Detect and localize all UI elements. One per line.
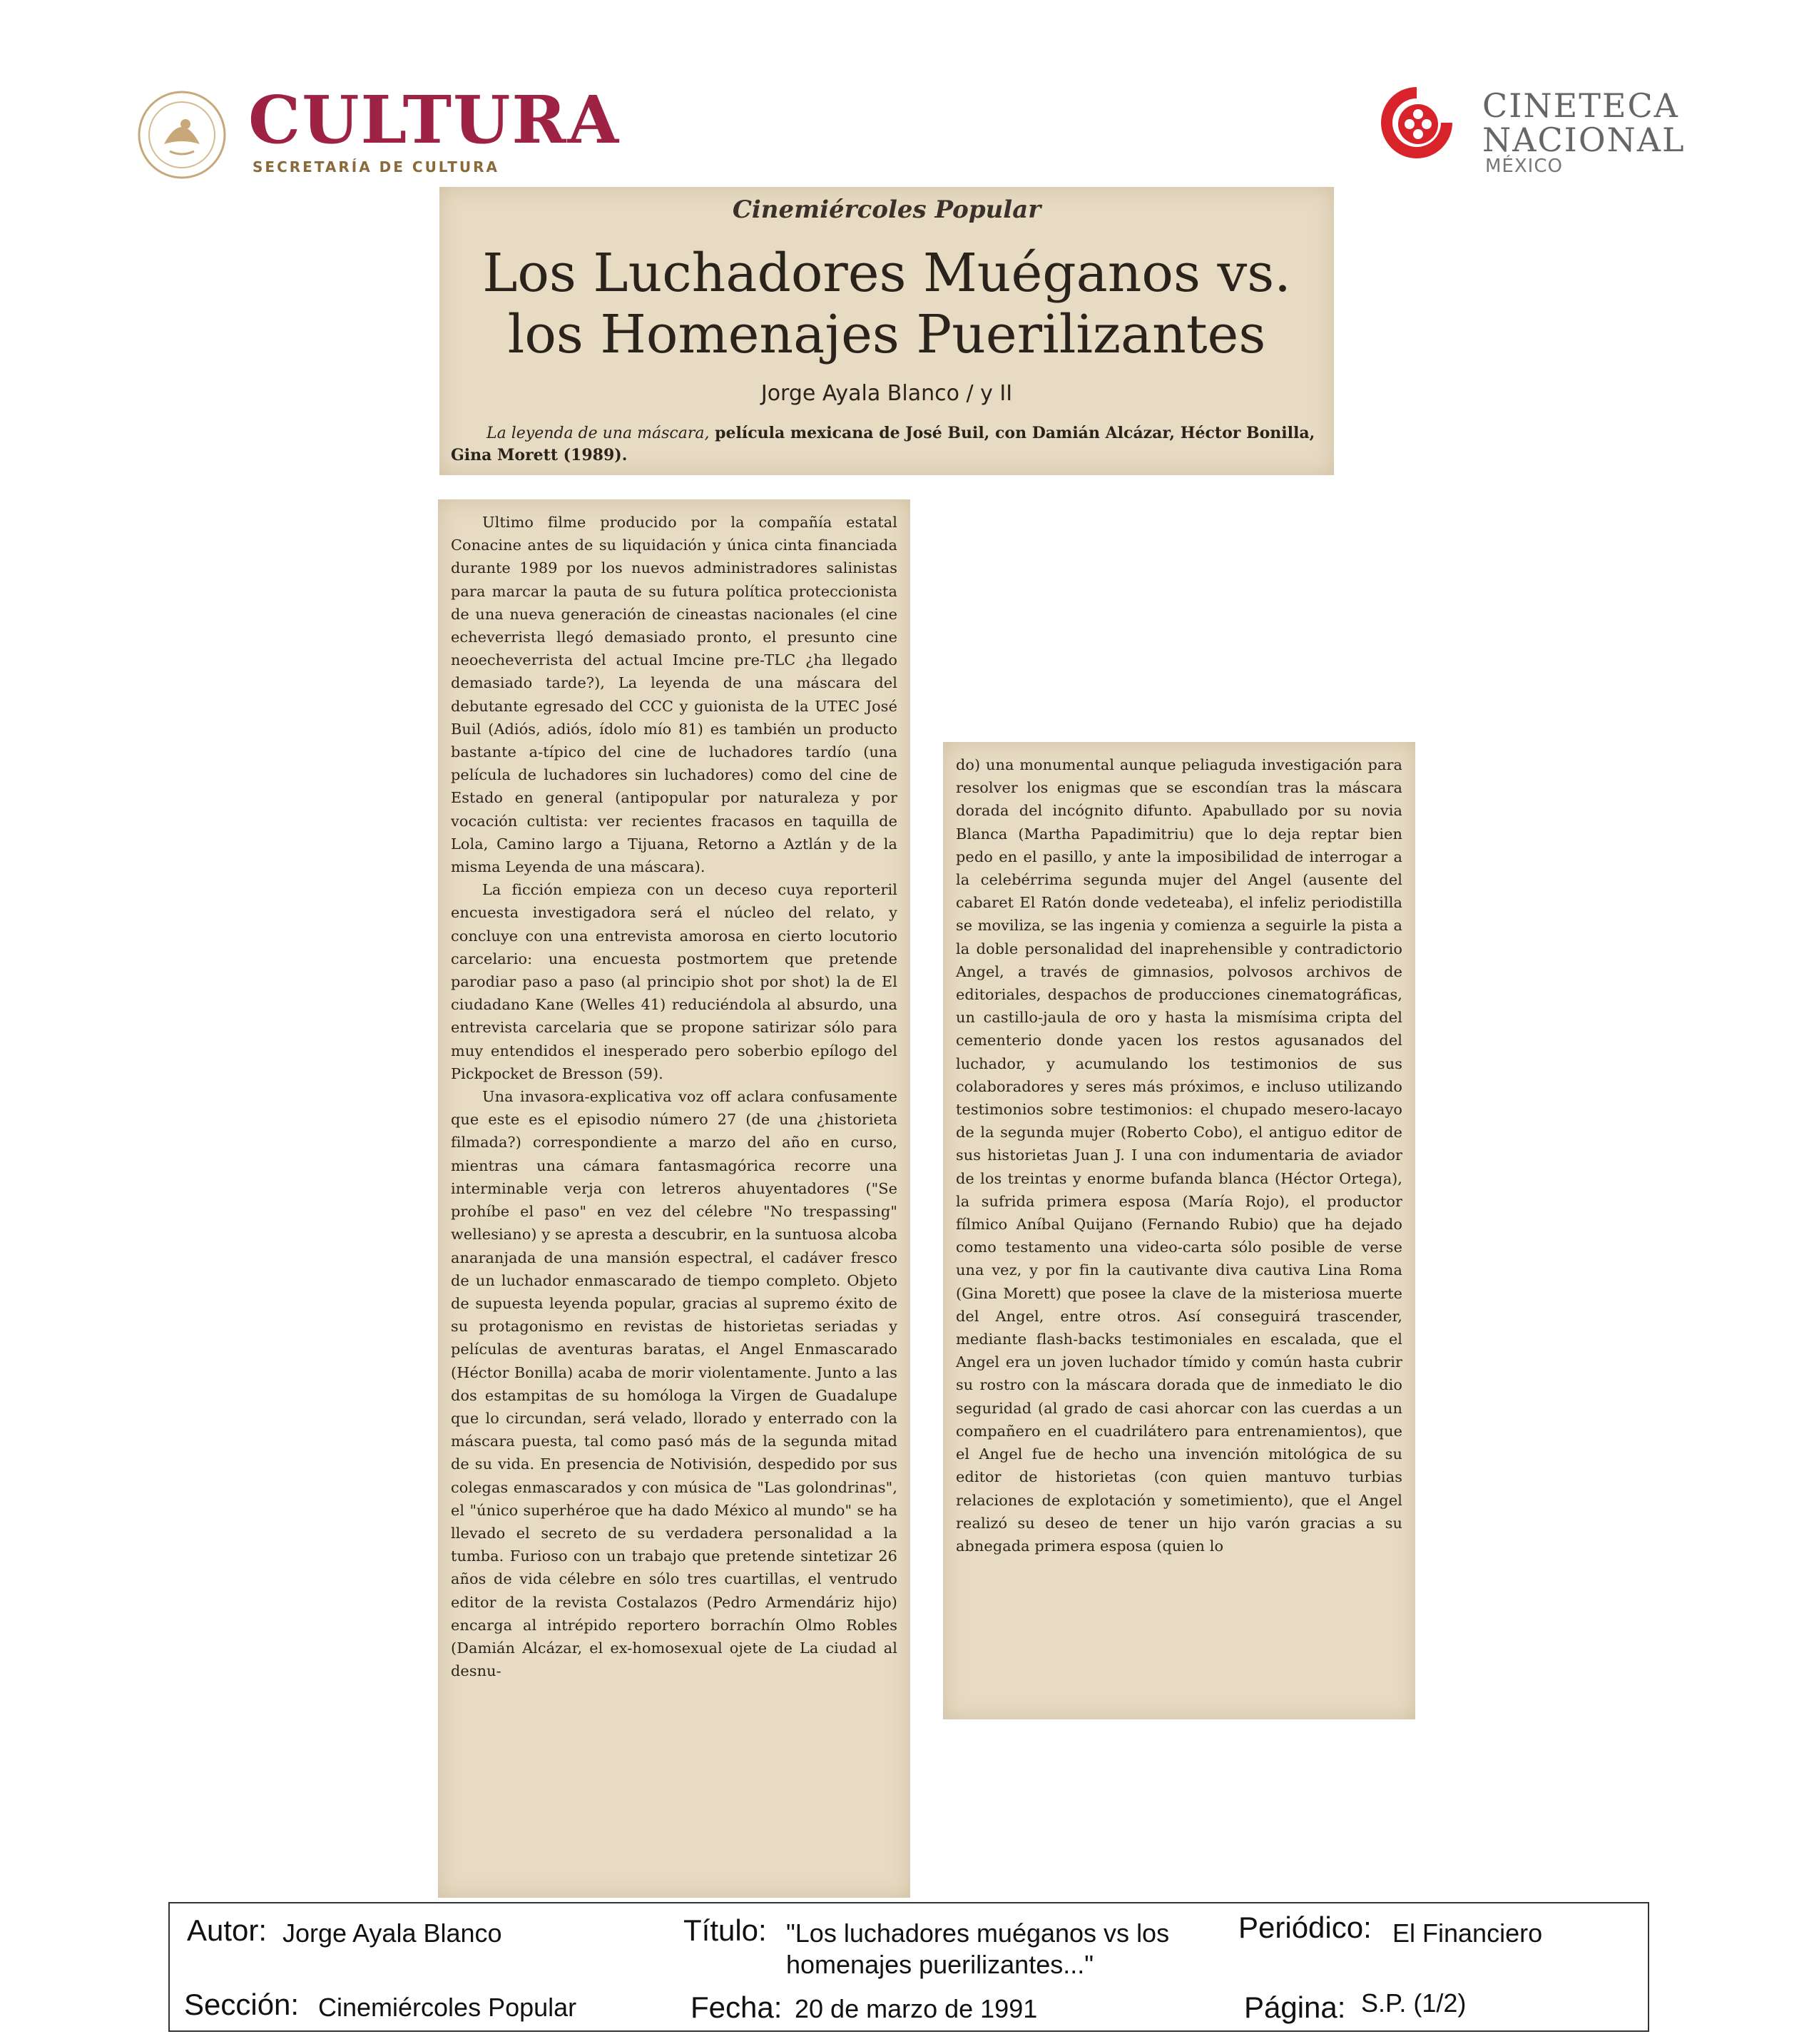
section-kicker: Cinemiércoles Popular bbox=[732, 195, 1041, 224]
seccion-value: Cinemiércoles Popular bbox=[318, 1993, 577, 2022]
article-paragraph: do) una monumental aunque peliaguda investigación para resolver los enigmas que se escondían tras la máscara dorada del incógnito difunto. Apabullado por su novia Blanca (Martha Papadimitriu) que lo deja reptar bien pedo en el pasillo, y ante la imposibilidad de interrogar a la celebérrima segunda mujer del Angel (ausente del cabaret El Ratón donde vedeteaba), el infeliz periodistilla se moviliza, se las ingenia y comienza a seguirle la pista a la doble personalidad del inaprehensible y contradictorio Angel, a través de gimnasios, polvosos archivos de editoriales, despachos de producciones cinematográficas, un castillo-jaula de oro y hasta la mismísima cripta del cementerio donde yacen los restos agusanados del luchador, y acumulando los testimonios de sus colaboradores y seres más próximos, e incluso utilizando testimonios sobre testimonios: el chupado mesero-lacayo de la segunda mujer (Roberto Cobo), el antiguo editor de sus historietas Juan J. I una con indumentaria de aviador de los treintas y enorme bufanda blanca (Héctor Ortega), la sufrida primera esposa (María Rojo), el productor fílmico Aníbal Quijano (Fernando Rubio) que ha dejado como testamento una video-carta sólo posible de verse una vez, y por fin la cautivante diva cautiva Lina Roma (Gina Morett) que posee la clave de la misteriosa muerte del Angel, entre otros. Así conseguirá trascender, mediante flash-backs testimoniales en escalada, que el Angel era un joven luchador tímido y común hasta cubrir su rostro con la máscara dorada que de inmediato le dio seguridad (al grado de casi ahorcar con las cuerdas a un compañero en el cuadrilátero para entrenamientos), que el Angel fue de hecho una invención mitológica de su editor de historietas (con quien mantuvo turbias relaciones de explotación y sometimiento), que el Angel realizó su deseo de tener un hijo varón gracias a su abnegada primera esposa (quien lo bbox=[956, 756, 1402, 1555]
cultura-wordmark: CULTURA bbox=[248, 81, 621, 158]
article-paragraph: La ficción empieza con un deceso cuya reporteril encuesta investigadora será el núcleo del relato, y concluye con una entrevista amorosa en cierto locutorio carcelario: una encuesta postmortem que pretende parodiar paso a paso (al principio shot por shot) la de El ciudadano Kane (Welles 41) reduciéndola al absurdo, una entrevista carcelaria que se propone satirizar sólo para muy entendidos el inesperado pero soberbio epílogo del Pickpocket de Bresson (59). bbox=[451, 881, 897, 1082]
article-paragraph: Una invasora-explicativa voz off aclara confusamente que este es el episodio número 27 (de una ¿historieta filmada?) correspondiente a marzo del año en curso, mientras una cámara fantasmagórica recorre una interminable verja con letreros ahuyentadores ("Se prohíbe el paso" en vez del célebre "No trespassing" wellesiano) y se apresta a descubrir, en la suntuosa alcoba anaranjada de una mansión espectral, el cadáver fresco de un luchador enmascarado de tiempo completo. Objeto de supuesta leyenda popular, gracias al supremo éxito de su protagonismo en revistas de historietas seriadas y películas de aventuras baratas, el Angel Enmascarado (Héctor Bonilla) acaba de morir violentamente. Junto a las dos estampitas de su homóloga la Virgen de Guadalupe que lo circundan, será velado, llorado y enterrado con la máscara puesta, tal como pasó más de la segunda mitad de su vida. En presencia de Notivisión, despedido por sus colegas enmascarados y con música de "Las golondrinas", el "único superhéroe que ha dado México al mundo" se ha llevado el secreto de su verdadera personalidad a la tumba. Furioso con un trabajo que pretende sintetizar 26 años de vida célebre en sólo tres cuartillas, el ventrudo editor de la revista Costalazos (Pedro Armendáriz hijo) encarga al intrépido reportero borrachín Olmo Robles (Damián Alcázar, el ex-homosexual ojete de La ciudad al desnu- bbox=[451, 1088, 897, 1680]
cultura-subtitle: SECRETARÍA DE CULTURA bbox=[253, 158, 499, 176]
autor-value: Jorge Ayala Blanco bbox=[282, 1918, 502, 1948]
film-reel-icon bbox=[1377, 83, 1457, 163]
film-credits-text: película mexicana de José Buil, con Damián Alcázar, Héctor Bonilla, Gina Morett (1989). bbox=[451, 424, 1315, 464]
cineteca-line2: NACIONAL bbox=[1482, 121, 1686, 159]
fecha-label: Fecha: bbox=[691, 1990, 783, 2024]
metadata-table bbox=[168, 1902, 1649, 2032]
headline-line-2: los Homenajes Puerilizantes bbox=[507, 304, 1266, 365]
titulo-value bbox=[786, 1918, 1169, 1981]
film-title: La leyenda de una máscara, bbox=[486, 424, 710, 442]
autor-label: Autor: bbox=[187, 1913, 268, 1947]
film-credits bbox=[451, 422, 1320, 466]
seccion-label: Sección: bbox=[184, 1988, 300, 2021]
article-headline bbox=[439, 243, 1334, 365]
cineteca-line1: CINETECA bbox=[1482, 86, 1679, 125]
article-byline: Jorge Ayala Blanco / y II bbox=[760, 381, 1013, 406]
periodico-label: Periódico: bbox=[1238, 1911, 1372, 1944]
pagina-value: S.P. (1/2) bbox=[1361, 1988, 1467, 2018]
fecha-value: 20 de marzo de 1991 bbox=[795, 1994, 1038, 2023]
article-column-left bbox=[438, 499, 910, 1898]
cultura-logo bbox=[136, 81, 621, 184]
mexican-seal-icon bbox=[136, 88, 228, 181]
cineteca-wordmark bbox=[1482, 88, 1686, 157]
periodico-value: El Financiero bbox=[1392, 1918, 1543, 1948]
titulo-label: Título: bbox=[683, 1913, 767, 1947]
titulo-value-line-1: "Los luchadores muéganos vs los bbox=[786, 1918, 1170, 1948]
article-paragraph: Ultimo filme producido por la compañía estatal Conacine antes de su liquidación y única cinta financiada durante 1989 por los nuevos administradores salinistas para marcar la pauta de su futura política proteccionista de una nueva generación de cineastas nacionales (el cine echeverrista llegó demasiado pronto, el presunto cine neoecheverrista del actual Imcine pre-TLC ¿ha llegado demasiado tarde?), La leyenda de una máscara del debutante egresado del CCC y guionista de la UTEC José Buil (Adiós, adiós, ídolo mío 81) es también un producto bastante a-típico del cine de luchadores tardío (una película de luchadores sin luchadores) como del cine de Estado en general (antipopular por naturaleza y por vocación cultista: ver recientes fracasos en taquilla de Lola, Camino largo a Tijuana, Retorno a Aztlán y de la misma Leyenda de una máscara). bbox=[451, 514, 897, 876]
headline-line-1: Los Luchadores Muéganos vs. bbox=[482, 243, 1291, 304]
pagina-label: Página: bbox=[1244, 1990, 1346, 2024]
cineteca-country: MÉXICO bbox=[1485, 156, 1563, 177]
article-column-right bbox=[943, 742, 1415, 1719]
cineteca-logo bbox=[1377, 83, 1691, 183]
titulo-value-line-2: homenajes puerilizantes..." bbox=[786, 1950, 1094, 1979]
headline-clipping bbox=[439, 187, 1334, 475]
